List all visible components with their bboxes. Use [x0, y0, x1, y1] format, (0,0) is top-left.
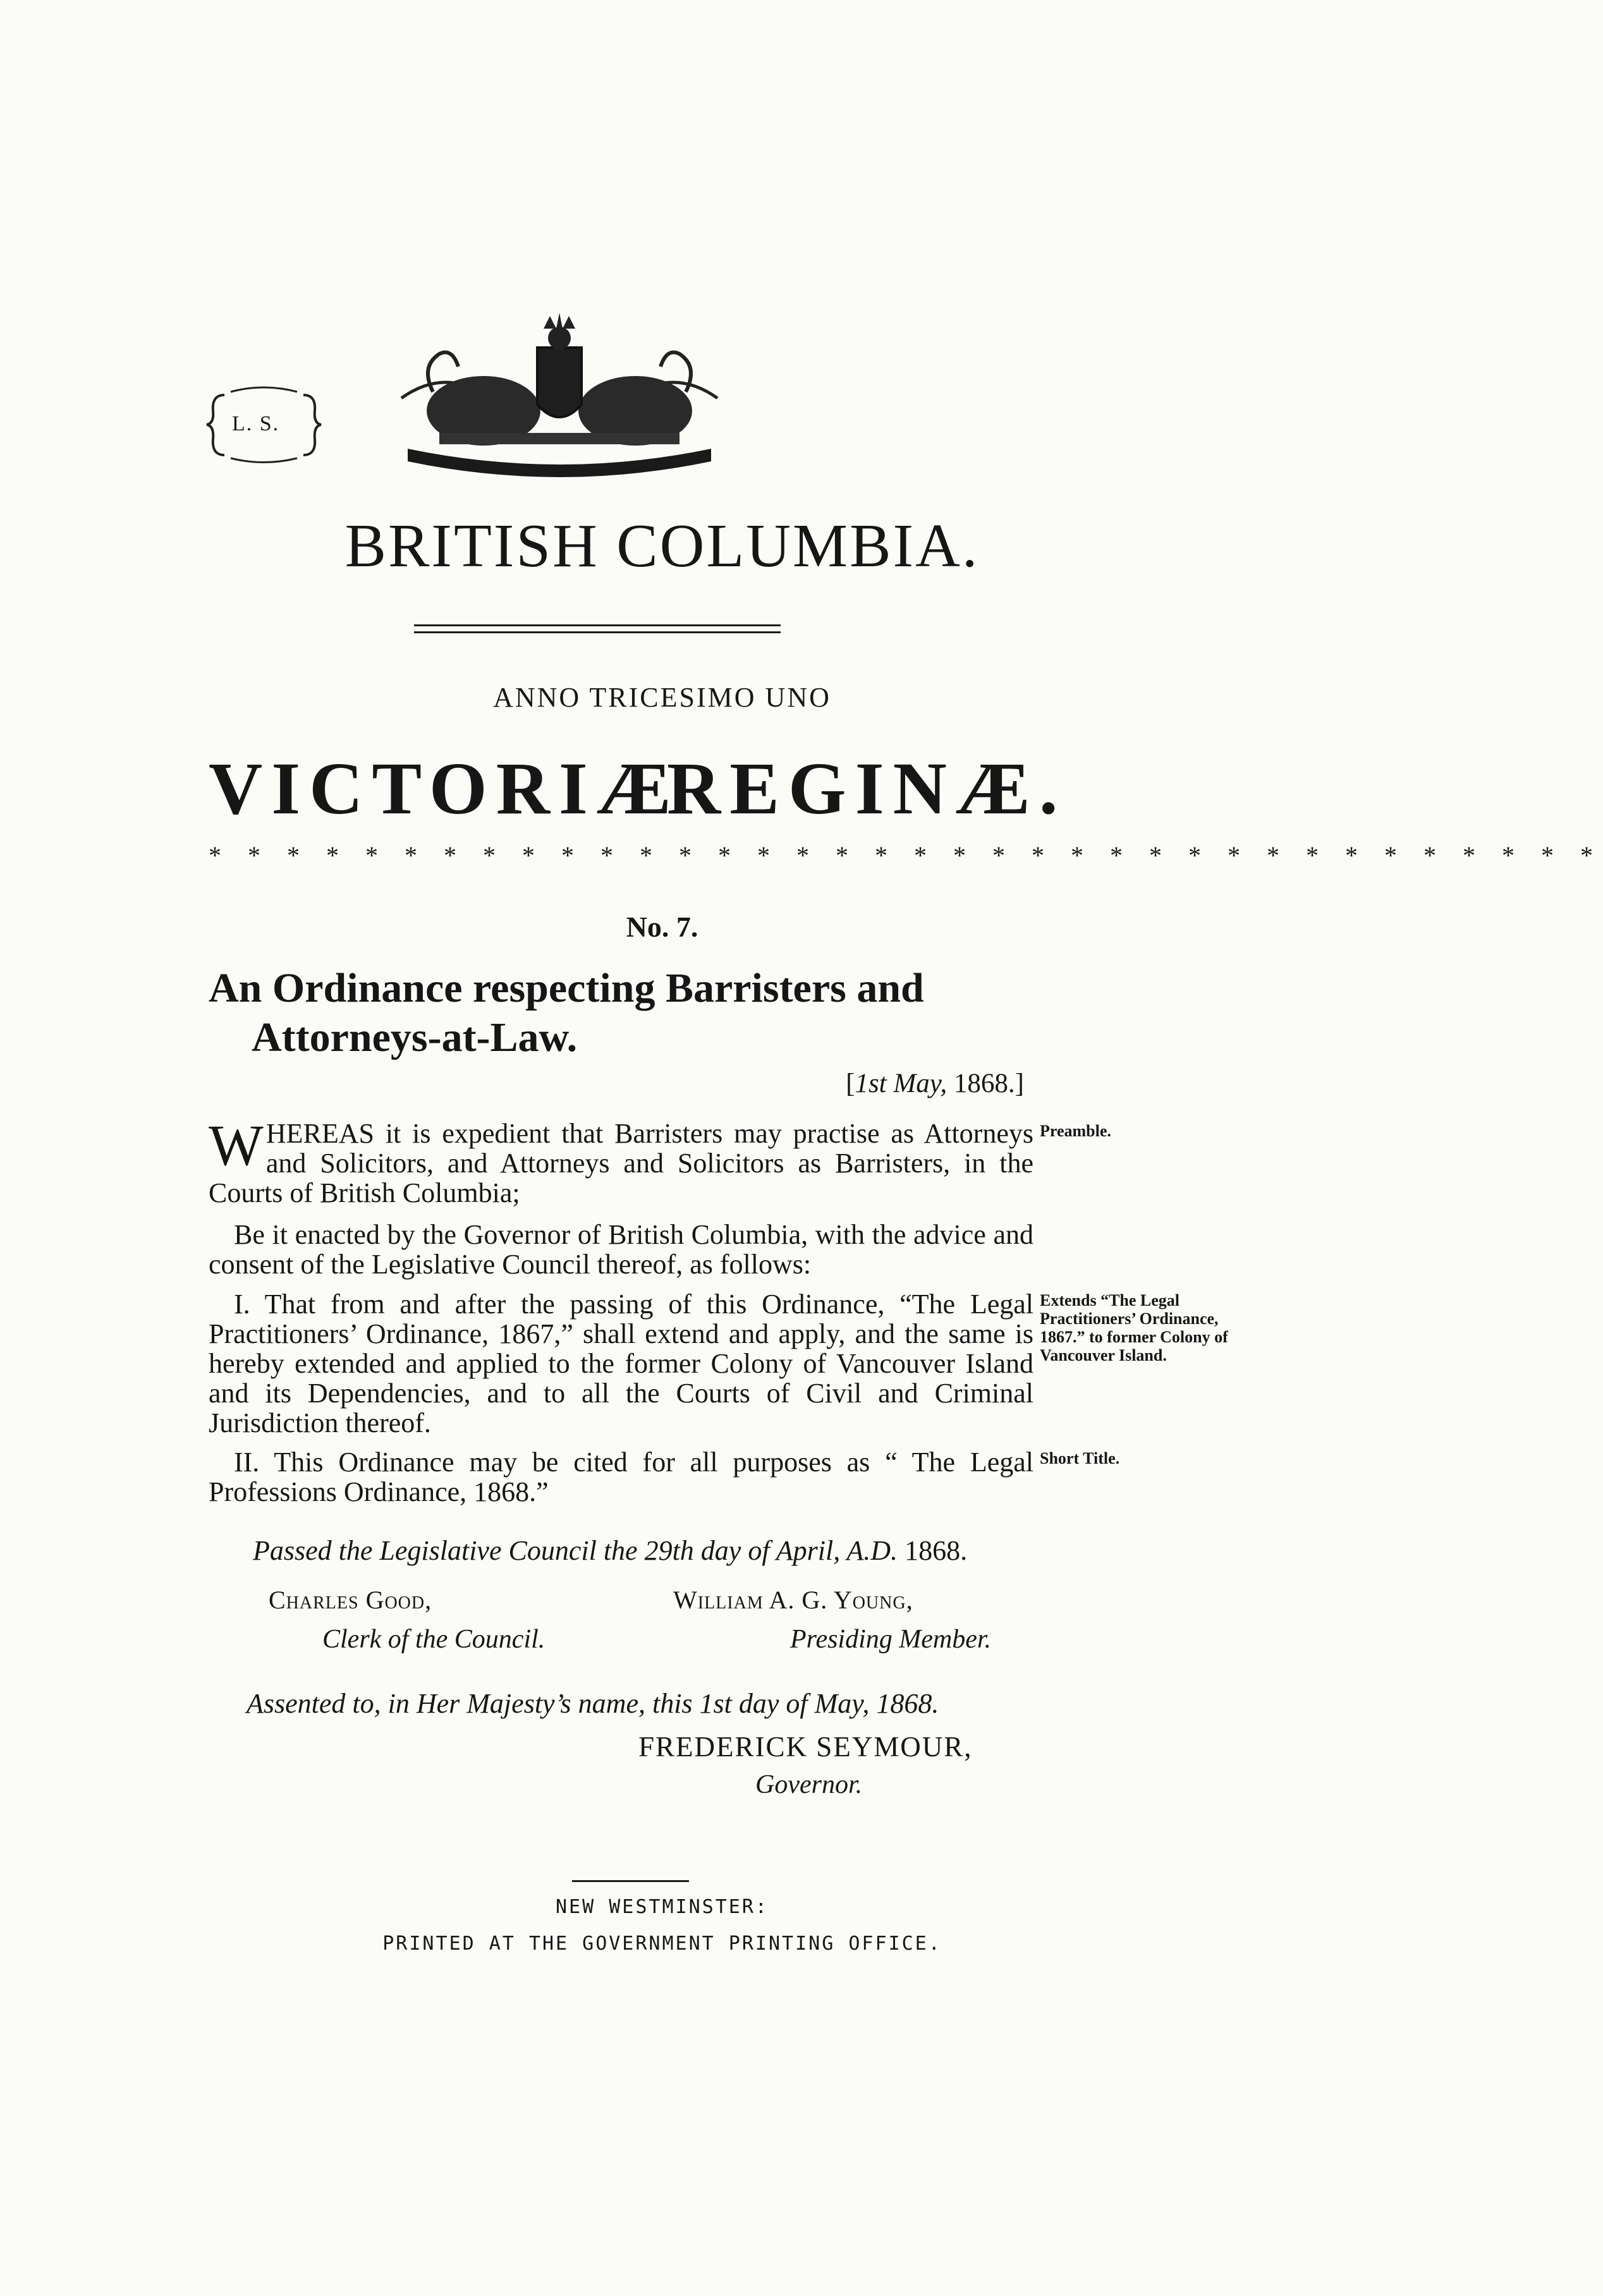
clerk-title: Clerk of the Council. — [322, 1625, 546, 1654]
section-1: I. That from and after the passing of this Ordinance, “The Legal Practitioners’ Ordinance, 1867,” shall extend and apply, and the same is hereby extended and applied to the former Colony of Vancouver Island and its Dependencies, and to all the Courts of Civil and Criminal Jurisdiction thereof. — [209, 1289, 1033, 1438]
imprint-printer: PRINTED AT THE GOVERNMENT PRINTING OFFICE. — [382, 1933, 942, 1955]
seal-label: L. S. — [232, 412, 280, 435]
imprint-rule — [572, 1880, 689, 1882]
colony-title: BRITISH COLUMBIA. — [344, 512, 980, 580]
assent-line: Assented to, in Her Majesty’s name, this 1st day of May, 1868. — [247, 1688, 939, 1719]
margin-note-extends: Extends “The Legal Practitioners’ Ordinance, 1867.” to former Colony of Vancouver Island. — [1040, 1291, 1228, 1364]
double-rule-bottom — [414, 631, 781, 633]
royal-arms-icon — [395, 303, 724, 474]
presiding-member-title: Presiding Member. — [790, 1625, 992, 1654]
ordinance-title — [209, 964, 1049, 1062]
margin-note-preamble: Preamble. — [1040, 1122, 1111, 1140]
governor-name: FREDERICK SEYMOUR, — [638, 1731, 973, 1763]
seal-ls — [205, 386, 322, 465]
imprint-place: NEW WESTMINSTER: — [556, 1896, 769, 1918]
presiding-member-name: William A. G. Young, — [673, 1586, 913, 1614]
regnal-victoriae: VICTORIÆ — [209, 747, 680, 830]
passed-line: Passed the Legislative Council the 29th day of April, A.D. 1868. — [253, 1535, 968, 1566]
regnal-reginae: REGINÆ. — [667, 747, 1067, 830]
drop-cap: W — [209, 1113, 264, 1177]
margin-note-short-title: Short Title. — [1040, 1449, 1120, 1467]
clerk-name: Charles Good, — [269, 1586, 432, 1614]
double-rule-top — [414, 624, 781, 626]
star-divider: * * * * * * * * * * * * * * * * * * * * * * * * * * * * * * * * * * * * — [209, 841, 1603, 870]
preamble-text: HEREAS it is expedient that Barristers may practise as Attorneys and Solicitors, and Attorneys and Solicitors as Barristers, in the Courts of British Columbia; — [209, 1118, 1033, 1208]
anno-regni: ANNO TRICESIMO UNO — [493, 682, 831, 713]
ordinance-number: No. 7. — [626, 911, 698, 943]
section-2: II. This Ordinance may be cited for all purposes as “ The Legal Professions Ordinance, 1868.” — [209, 1447, 1033, 1507]
preamble-paragraph — [209, 1113, 1033, 1208]
ordinance-date: [1st May, 1868.] — [846, 1069, 1024, 1098]
ordinance-title-line2: Attorneys-at-Law. — [252, 1014, 578, 1060]
governor-title: Governor. — [755, 1770, 863, 1799]
enacting-clause: Be it enacted by the Governor of British Columbia, with the advice and consent of the Legislative Council thereof, as follows: — [209, 1219, 1033, 1280]
ordinance-title-line1: An Ordinance respecting Barristers and — [209, 965, 924, 1011]
